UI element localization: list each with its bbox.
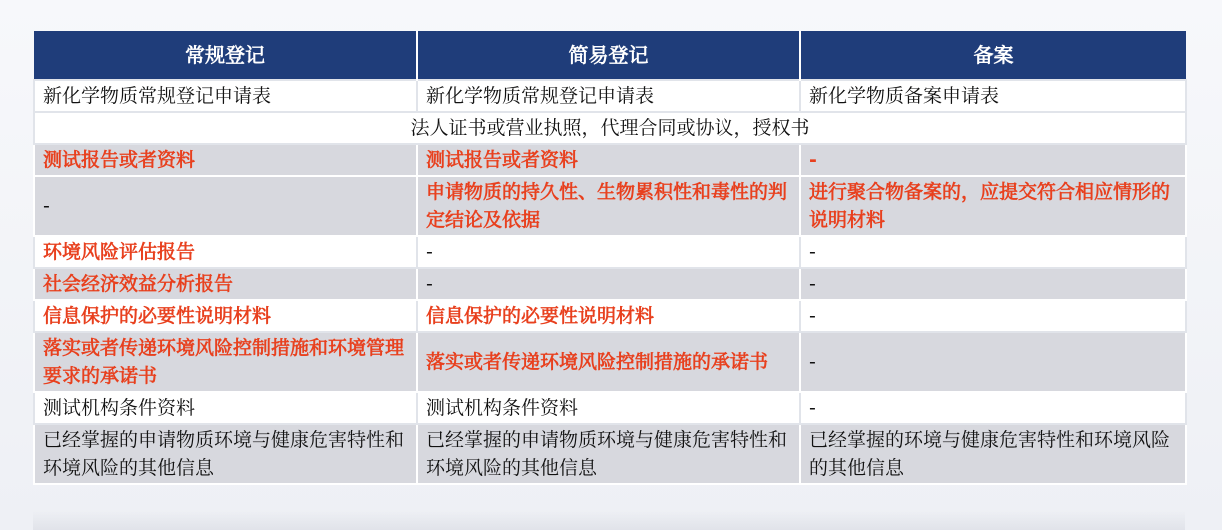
bottom-shade <box>33 510 1185 530</box>
table-cell: 信息保护的必要性说明材料 <box>417 300 800 332</box>
table-row <box>34 112 1186 144</box>
table-cell: 测试报告或者资料 <box>34 144 417 176</box>
table-cell: - <box>800 268 1186 300</box>
table-row <box>34 176 1186 236</box>
table-row <box>34 80 1186 112</box>
table-cell: - <box>34 176 417 236</box>
table-cell: 测试报告或者资料 <box>417 144 800 176</box>
table-cell: 新化学物质常规登记申请表 <box>417 80 800 112</box>
table-cell: - <box>800 144 1186 176</box>
table-row <box>34 236 1186 268</box>
table-cell: 测试机构条件资料 <box>417 392 800 424</box>
table-row <box>34 332 1186 392</box>
table-cell: 新化学物质备案申请表 <box>800 80 1186 112</box>
table-cell: - <box>417 268 800 300</box>
table-cell: 已经掌握的申请物质环境与健康危害特性和环境风险的其他信息 <box>417 424 800 484</box>
table-cell: 落实或者传递环境风险控制措施的承诺书 <box>417 332 800 392</box>
header-filing: 备案 <box>800 31 1186 80</box>
table-cell: 申请物质的持久性、生物累积性和毒性的判定结论及依据 <box>417 176 800 236</box>
table-cell: 新化学物质常规登记申请表 <box>34 80 417 112</box>
table-cell: 落实或者传递环境风险控制措施和环境管理要求的承诺书 <box>34 332 417 392</box>
table-header-row <box>34 31 1186 80</box>
table-cell: 进行聚合物备案的，应提交符合相应情形的说明材料 <box>800 176 1186 236</box>
table-row <box>34 424 1186 484</box>
table-cell: 已经掌握的环境与健康危害特性和环境风险的其他信息 <box>800 424 1186 484</box>
table-row <box>34 392 1186 424</box>
header-regular-registration: 常规登记 <box>34 31 417 80</box>
table-cell: - <box>800 300 1186 332</box>
table-row <box>34 268 1186 300</box>
table-cell: 社会经济效益分析报告 <box>34 268 417 300</box>
table-cell: - <box>800 236 1186 268</box>
table-cell: 信息保护的必要性说明材料 <box>34 300 417 332</box>
registration-materials-table <box>33 31 1187 485</box>
table-cell: 环境风险评估报告 <box>34 236 417 268</box>
table-row <box>34 144 1186 176</box>
table-cell: - <box>800 332 1186 392</box>
table-cell: 已经掌握的申请物质环境与健康危害特性和环境风险的其他信息 <box>34 424 417 484</box>
table-cell: - <box>417 236 800 268</box>
table-cell: - <box>800 392 1186 424</box>
table-cell: 测试机构条件资料 <box>34 392 417 424</box>
header-simplified-registration: 简易登记 <box>417 31 800 80</box>
table-cell-span: 法人证书或营业执照，代理合同或协议，授权书 <box>34 112 1186 144</box>
table-row <box>34 300 1186 332</box>
